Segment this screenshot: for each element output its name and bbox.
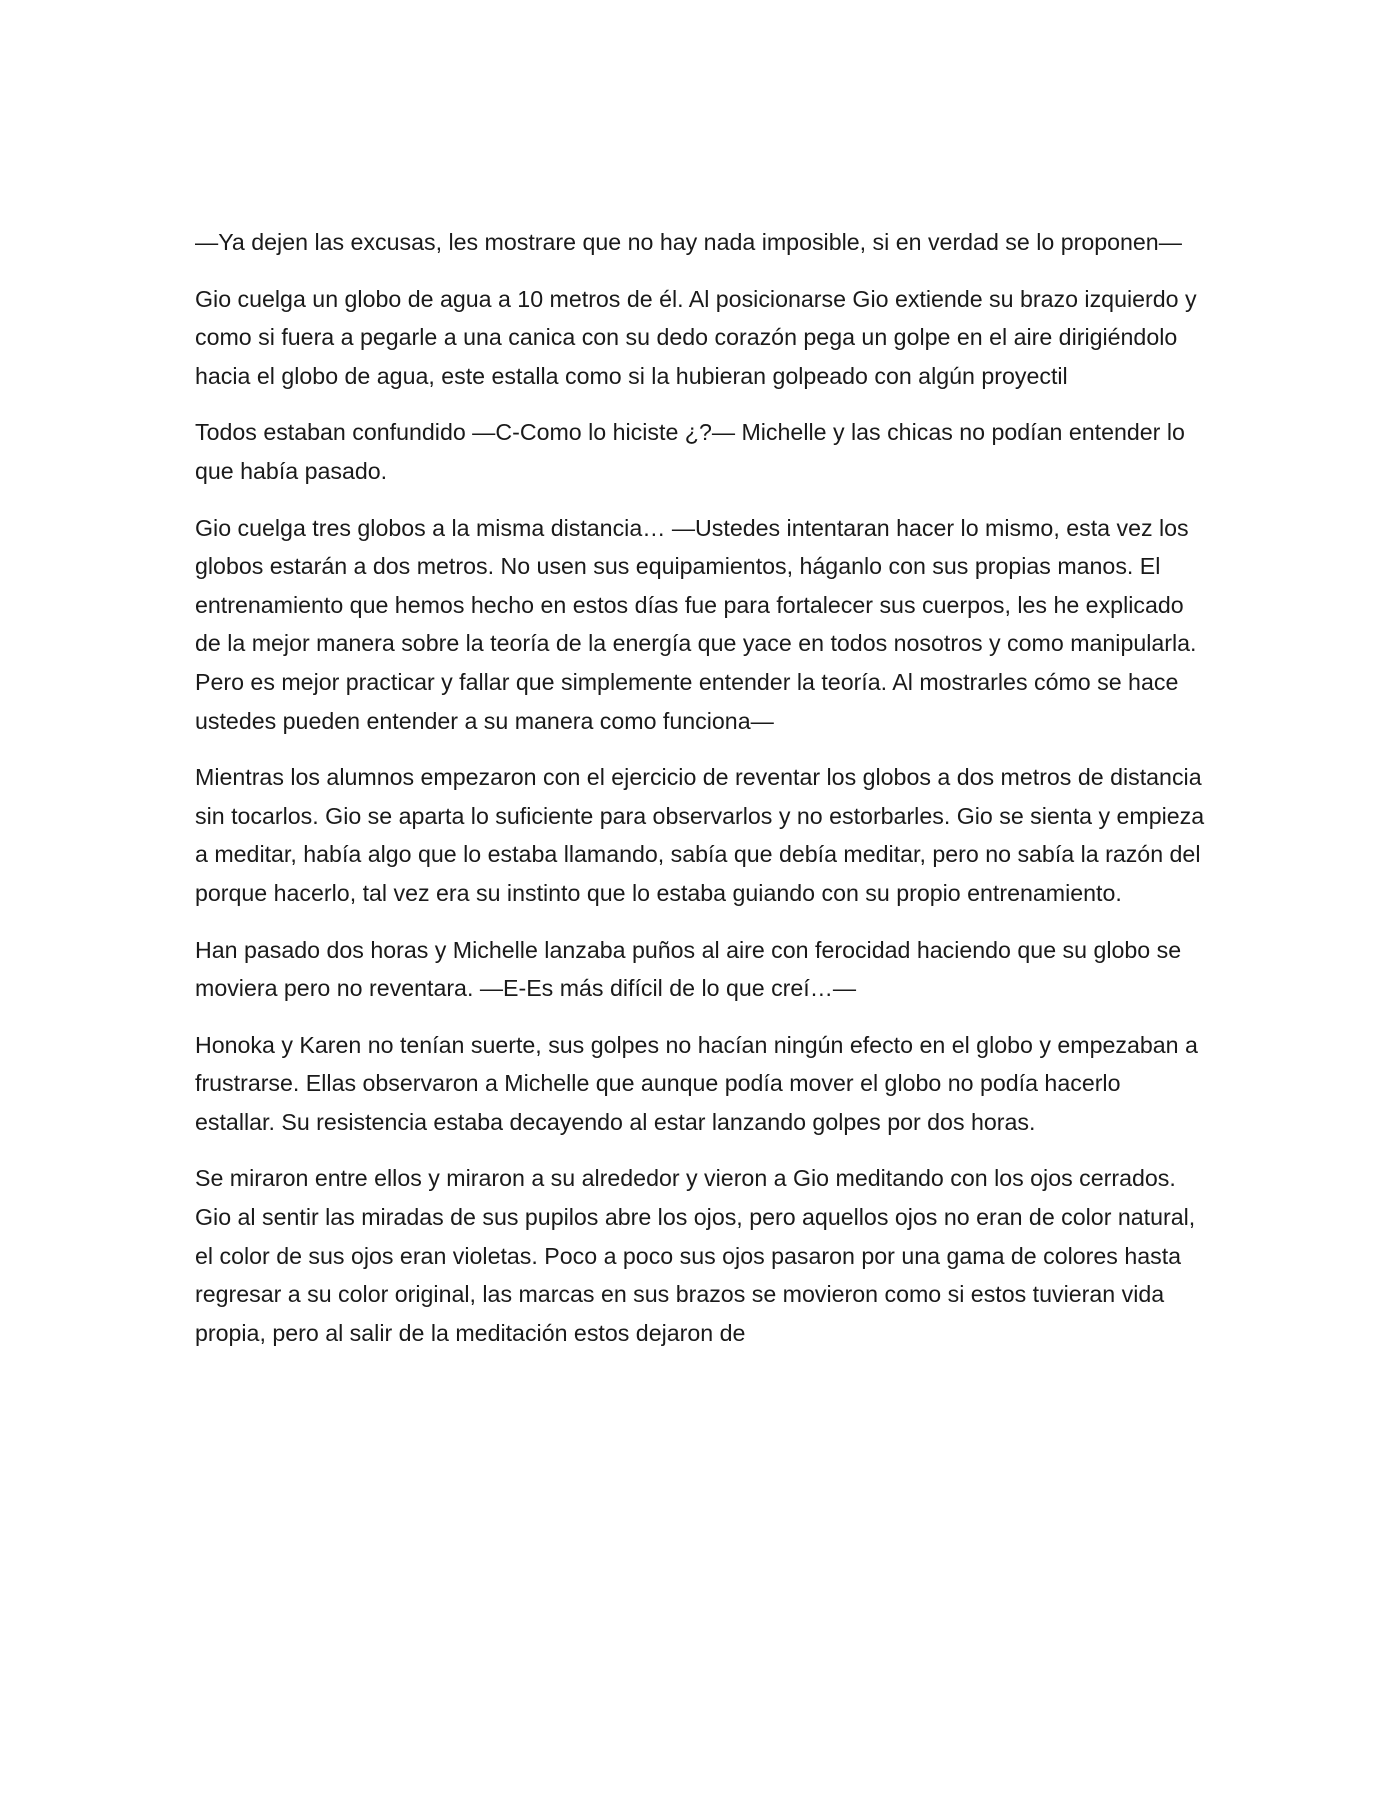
paragraph-1: —Ya dejen las excusas, les mostrare que no hay nada imposible, si en verdad se lo proponen— — [195, 229, 1182, 255]
paragraph-5: Mientras los alumnos empezaron con el ejercicio de reventar los globos a dos metros de distancia sin tocarlos. Gio se aparta lo suficiente para observarlos y no estorbarles. Gio se sienta y empieza a meditar, había algo que lo estaba llamando, sabía que debía meditar, pero no sabía la razón del porque hacerlo, tal vez era su instinto que lo estaba guiando con su propio entrenamiento. — [195, 764, 1205, 906]
paragraph-7: Honoka y Karen no tenían suerte, sus golpes no hacían ningún efecto en el globo y empezaban a frustrarse. Ellas observaron a Michelle que aunque podía mover el globo no podía hacerlo estallar. Su resistencia estaba decayendo al estar lanzando golpes por dos horas. — [195, 1031, 1198, 1135]
paragraph-4: Gio cuelga tres globos a la misma distancia… —Ustedes intentaran hacer lo mismo, esta vez los globos estarán a dos metros. No usen sus equipamientos, háganlo con sus propias manos. El entrenamiento que hemos hecho en estos días fue para fortalecer sus cuerpos, les he explicado de la mejor manera sobre la teoría de la energía que yace en todos nosotros y como manipularla. Pero es mejor practicar y fallar que simplemente entender la teoría. Al mostrarles cómo se hace ustedes pueden entender a su manera como funciona— — [195, 514, 1197, 734]
document-body — [195, 223, 1205, 1370]
paragraph-6: Han pasado dos horas y Michelle lanzaba puños al aire con ferocidad haciendo que su globo se moviera pero no reventara. —E-Es más difícil de lo que creí…— — [195, 936, 1182, 1002]
paragraph-8: Se miraron entre ellos y miraron a su alrededor y vieron a Gio meditando con los ojos cerrados. Gio al sentir las miradas de sus pupilos abre los ojos, pero aquellos ojos no eran de color natural, el color de sus ojos eran violetas. Poco a poco sus ojos pasaron por una gama de colores hasta regresar a su color original, las marcas en sus brazos se movieron como si estos tuvieran vida propia, pero al salir de la meditación estos dejaron de — [195, 1165, 1196, 1346]
paragraph-2: Gio cuelga un globo de agua a 10 metros de él. Al posicionarse Gio extiende su brazo izquierdo y como si fuera a pegarle a una canica con su dedo corazón pega un golpe en el aire dirigiéndolo hacia el globo de agua, este estalla como si la hubieran golpeado con algún proyectil — [195, 285, 1197, 389]
paragraph-3: Todos estaban confundido —C-Como lo hiciste ¿?— Michelle y las chicas no podían entender lo que había pasado. — [195, 419, 1185, 484]
